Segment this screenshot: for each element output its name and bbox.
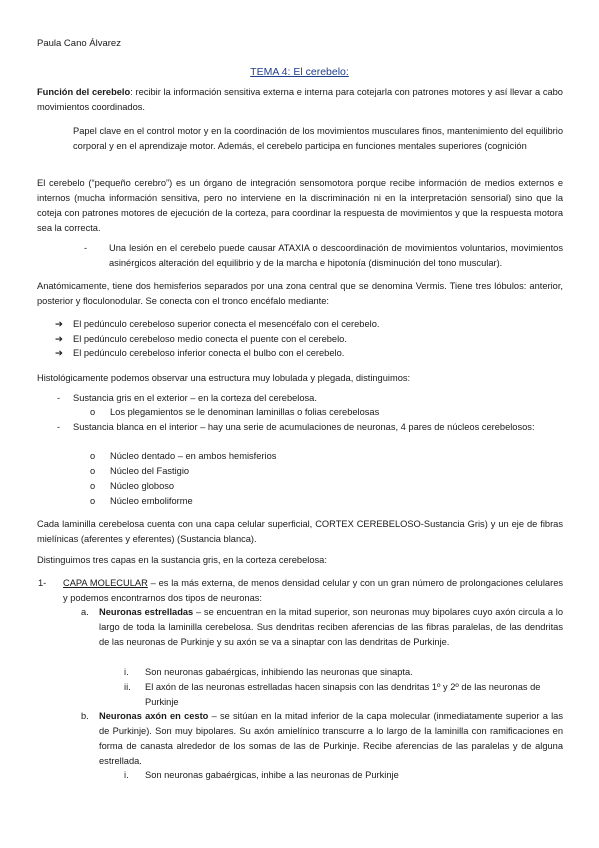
- neuron-type-description: – se encuentran en la mitad superior, son neuronas muy bipolares cuyo axón circula a lo largo de toda la laminilla cerebelosa. Sus dendritas reciben aferencias de las fibras paralelas, de las dendritas de las neuronas de Purkinje y su axón se va a sinaptar con las dendritas de Purkinje.: [99, 607, 563, 647]
- letter-marker: b.: [81, 711, 89, 721]
- histology-paragraph: Histológicamente podemos observar una estructura muy lobulada y plegada, distinguimos:: [37, 373, 411, 383]
- function-paragraph: [37, 85, 563, 115]
- anatomy-paragraph: Anatómicamente, tiene dos hemisferios separados por una zona central que se denomina Vermis. Tiene tres lóbulos: anterior, posterior y floculonodular. Se conecta con el tronco encéfalo mediante:: [37, 281, 563, 306]
- peduncle-item: [37, 317, 563, 333]
- neuron-type-name: Neuronas axón en cesto: [99, 711, 209, 721]
- nucleus-item: [37, 449, 563, 465]
- nucleus-text: Núcleo globoso: [110, 481, 175, 491]
- peduncle-text: El pedúnculo cerebeloso inferior conecta el bulbo con el cerebelo.: [73, 348, 345, 358]
- author-name: Paula Cano Álvarez: [37, 38, 121, 49]
- neuron-type-description: – se sitúan en la mitad inferior de la capa molecular (inmediatamente superior a las de Purkinje). Son muy bipolares. Su axón amielínico transcurre a lo largo de la laminilla con ramificaciones en forma de canasta alrededor de los somas de las de Purkinje. Recibe aferencias de las paralelas y de alguna estrellada.: [99, 711, 563, 766]
- neuron-detail-item: [37, 768, 563, 784]
- roman-marker: i.: [124, 770, 129, 780]
- letter-marker: a.: [81, 607, 89, 617]
- circle-bullet-icon: o: [90, 496, 96, 506]
- lesion-text: Una lesión en el cerebelo puede causar ATAXIA o descoordinación de movimientos voluntarios, movimientos asinérgicos alteración del equilibrio y de la marcha e hipotonía (disminución del tono muscular).: [109, 243, 563, 268]
- neuron-detail-item: [37, 665, 563, 681]
- circle-bullet-icon: o: [90, 451, 96, 461]
- peduncle-text: El pedúnculo cerebeloso superior conecta el mesencéfalo con el cerebelo.: [73, 319, 380, 329]
- neuron-type-text: [99, 709, 563, 769]
- neuron-detail-text: El axón de las neuronas estrelladas hacen sinapsis con las dendritas 1º y 2º de las neuronas de Purkinje: [145, 682, 541, 707]
- nucleus-text: Núcleo del Fastigio: [110, 466, 190, 476]
- roman-marker: i.: [124, 667, 129, 677]
- neuron-type-item: [37, 605, 563, 669]
- nucleus-item: [37, 464, 563, 480]
- circle-bullet-icon: o: [90, 466, 96, 476]
- laminilla-paragraph: Cada laminilla cerebelosa cuenta con una capa celular superficial, CORTEX CEREBELOSO-Sustancia Gris) y un eje de fibras mielínicas (aferentes y eferentes) (Sustancia blanca).: [37, 519, 563, 544]
- layer-item: [37, 576, 563, 608]
- nucleus-item: [37, 494, 563, 510]
- peduncle-item: [37, 346, 563, 362]
- grey-matter-text: Sustancia gris en el exterior – en la corteza del cerebelosa.: [73, 393, 317, 403]
- page-title: TEMA 4: El cerebelo:: [250, 66, 349, 78]
- layers-paragraph: Distinguimos tres capas en la sustancia gris, en la corteza cerebelosa:: [37, 555, 327, 565]
- layer-text: [63, 576, 563, 606]
- arrow-icon: ➔: [55, 334, 63, 344]
- neuron-detail-item: [37, 680, 563, 712]
- dash-marker: -: [57, 422, 61, 432]
- circle-bullet-icon: o: [90, 481, 96, 491]
- white-matter-item: [37, 420, 563, 452]
- neuron-detail-text: Son neuronas gabaérgicas, inhibiendo las neuronas que sinapta.: [145, 667, 413, 677]
- number-marker: 1-: [38, 578, 47, 588]
- white-matter-text: Sustancia blanca en el interior – hay una serie de acumulaciones de neuronas, 4 pares de núcleos cerebelosos:: [73, 422, 535, 432]
- circle-bullet-icon: o: [90, 407, 96, 417]
- folia-text: Los plegamientos se le denominan laminillas o folias cerebelosas: [110, 407, 380, 417]
- lesion-bullet: [37, 241, 563, 273]
- dash-marker: -: [57, 393, 61, 403]
- dash-marker: -: [84, 243, 88, 253]
- folia-item: [37, 405, 563, 421]
- roman-marker: ii.: [124, 682, 131, 692]
- role-paragraph: Papel clave en el control motor y en la coordinación de los movimientos musculares finos, mantenimiento del equilibrio corporal y en el aprendizaje motor. Además, el cerebelo participa en funciones mentales superiores (cognición: [73, 126, 563, 151]
- function-label: Función del cerebelo: [37, 87, 131, 97]
- layer-description: – es la más externa, de menos densidad celular y con un gran número de prolongaciones celulares y podemos encontrarnos dos tipos de neuronas:: [63, 578, 564, 603]
- nucleus-text: Núcleo dentado – en ambos hemisferios: [110, 451, 277, 461]
- function-text: : recibir la información sensitiva externa e interna para cotejarla con patrones motores y así llevar a cabo movimientos coordinados.: [37, 87, 563, 112]
- layer-name: CAPA MOLECULAR: [63, 578, 148, 588]
- arrow-icon: ➔: [55, 319, 63, 329]
- arrow-icon: ➔: [55, 348, 63, 358]
- neuron-type-item: [37, 709, 563, 773]
- neuron-type-text: [99, 605, 563, 650]
- peduncle-text: El pedúnculo cerebeloso medio conecta el puente con el cerebelo.: [73, 334, 347, 344]
- neuron-type-name: Neuronas estrelladas: [99, 607, 194, 617]
- integration-paragraph: El cerebelo (“pequeño cerebro”) es un órgano de integración sensomotora porque recibe información de medios externos e internos (mucha información sensitiva, pero no interviene en la discriminación ni en la interpretación sensorial) sino que la coteja con patrones motores de ejecución de la corteza, para coordinar la respuesta de movimientos y que la respuesta motora sea la correcta.: [37, 178, 563, 233]
- neuron-detail-text: Son neuronas gabaérgicas, inhibe a las neuronas de Purkinje: [145, 770, 399, 780]
- nucleus-item: [37, 479, 563, 495]
- nucleus-text: Núcleo emboliforme: [110, 496, 193, 506]
